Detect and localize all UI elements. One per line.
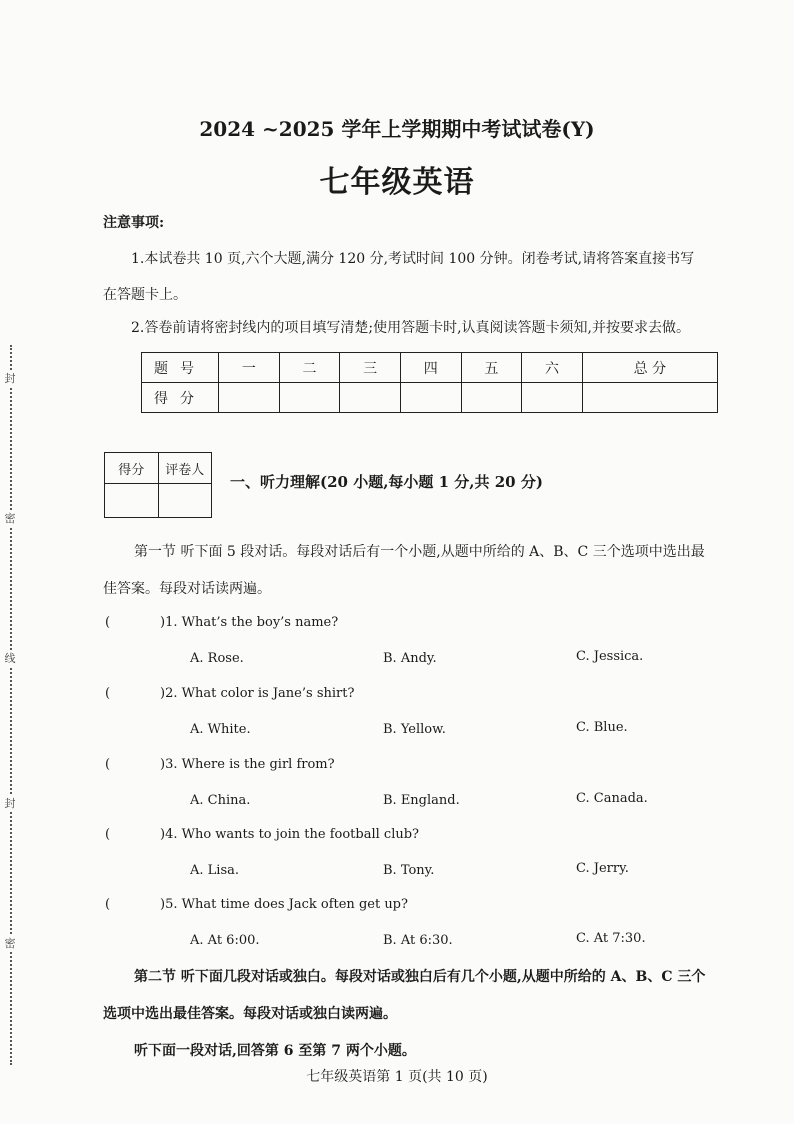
grader-score-cell[interactable]	[105, 484, 159, 518]
seal-line-char: 密	[2, 935, 18, 951]
score-table-column: 三	[340, 353, 401, 383]
score-table-column: 总 分	[582, 353, 717, 383]
score-table-column: 二	[279, 353, 340, 383]
option-b: B. Yellow.	[383, 722, 446, 737]
question-stem: )2. What color is Jane’s shirt?	[160, 686, 355, 701]
option-c: C. Blue.	[576, 720, 628, 735]
option-a: A. White.	[190, 722, 251, 737]
note-line-1: 1.本试卷共 10 页,六个大题,满分 120 分,考试时间 100 分钟。闭卷考试,请将答案直接书写	[131, 251, 695, 267]
score-table-score-row	[142, 383, 718, 413]
option-a: A. Rose.	[190, 651, 244, 666]
dialogue-instruction: 听下面一段对话,回答第 6 至第 7 两个小题。	[134, 1043, 416, 1059]
score-table-label: 得分	[142, 383, 219, 413]
score-cell[interactable]	[340, 383, 401, 413]
question-stem: )3. Where is the girl from?	[160, 757, 335, 772]
part-1-instructions-cont: 佳答案。每段对话读两遍。	[103, 581, 271, 597]
score-table-header-row	[142, 353, 718, 383]
option-c: C. At 7:30.	[576, 931, 646, 946]
option-b: B. Andy.	[383, 651, 437, 666]
score-cell[interactable]	[400, 383, 461, 413]
option-a: A. China.	[190, 793, 251, 808]
page-footer: 七年级英语第 1 页(共 10 页)	[306, 1069, 488, 1085]
notes-heading: 注意事项:	[103, 215, 165, 231]
exam-title: 2024 ~2025 学年上学期期中考试试卷(Y)	[199, 117, 595, 141]
score-table-column: 一	[219, 353, 280, 383]
grader-name-cell[interactable]	[158, 484, 212, 518]
part-1-instructions: 第一节 听下面 5 段对话。每段对话后有一个小题,从题中所给的 A、B、C 三个选项中选出最	[134, 544, 705, 560]
note-line-1-cont: 在答题卡上。	[103, 287, 187, 303]
option-a: A. At 6:00.	[190, 933, 260, 948]
question-stem: )1. What’s the boy’s name?	[160, 615, 339, 630]
score-table-label: 题号	[142, 353, 219, 383]
score-cell[interactable]	[219, 383, 280, 413]
seal-line	[10, 345, 12, 1065]
part-2-instructions: 第二节 听下面几段对话或独白。每段对话或独白后有几个小题,从题中所给的 A、B、C 三个	[134, 969, 706, 985]
seal-line-char: 封	[2, 370, 18, 386]
option-b: B. Tony.	[383, 863, 435, 878]
option-c: C. Canada.	[576, 791, 648, 806]
seal-line-char: 密	[2, 510, 18, 526]
score-table	[141, 352, 718, 413]
answer-paren[interactable]: (	[105, 686, 111, 701]
answer-paren[interactable]: (	[105, 897, 111, 912]
score-table-column: 六	[522, 353, 583, 383]
question-stem: )4. Who wants to join the football club?	[160, 827, 420, 842]
subject-title: 七年级英语	[319, 165, 475, 200]
part-2-instructions-cont: 选项中选出最佳答案。每段对话或独白读两遍。	[103, 1006, 397, 1022]
score-cell[interactable]	[461, 383, 522, 413]
grader-name-label: 评卷人	[158, 453, 212, 484]
answer-paren[interactable]: (	[105, 615, 111, 630]
question-stem: )5. What time does Jack often get up?	[160, 897, 408, 912]
grader-score-label: 得分	[105, 453, 159, 484]
answer-paren[interactable]: (	[105, 757, 111, 772]
answer-paren[interactable]: (	[105, 827, 111, 842]
score-cell[interactable]	[522, 383, 583, 413]
option-c: C. Jessica.	[576, 649, 644, 664]
option-c: C. Jerry.	[576, 861, 629, 876]
seal-line-char: 线	[2, 650, 18, 666]
section-1-title: 一、听力理解(20 小题,每小题 1 分,共 20 分)	[230, 473, 543, 491]
option-b: B. At 6:30.	[383, 933, 453, 948]
score-cell[interactable]	[582, 383, 717, 413]
option-a: A. Lisa.	[190, 863, 239, 878]
score-table-column: 四	[400, 353, 461, 383]
seal-line-char: 封	[2, 795, 18, 811]
score-table-column: 五	[461, 353, 522, 383]
option-b: B. England.	[383, 793, 460, 808]
score-cell[interactable]	[279, 383, 340, 413]
grader-box	[104, 452, 212, 518]
note-line-2: 2.答卷前请将密封线内的项目填写清楚;使用答题卡时,认真阅读答题卡须知,并按要求去做。	[131, 320, 690, 336]
